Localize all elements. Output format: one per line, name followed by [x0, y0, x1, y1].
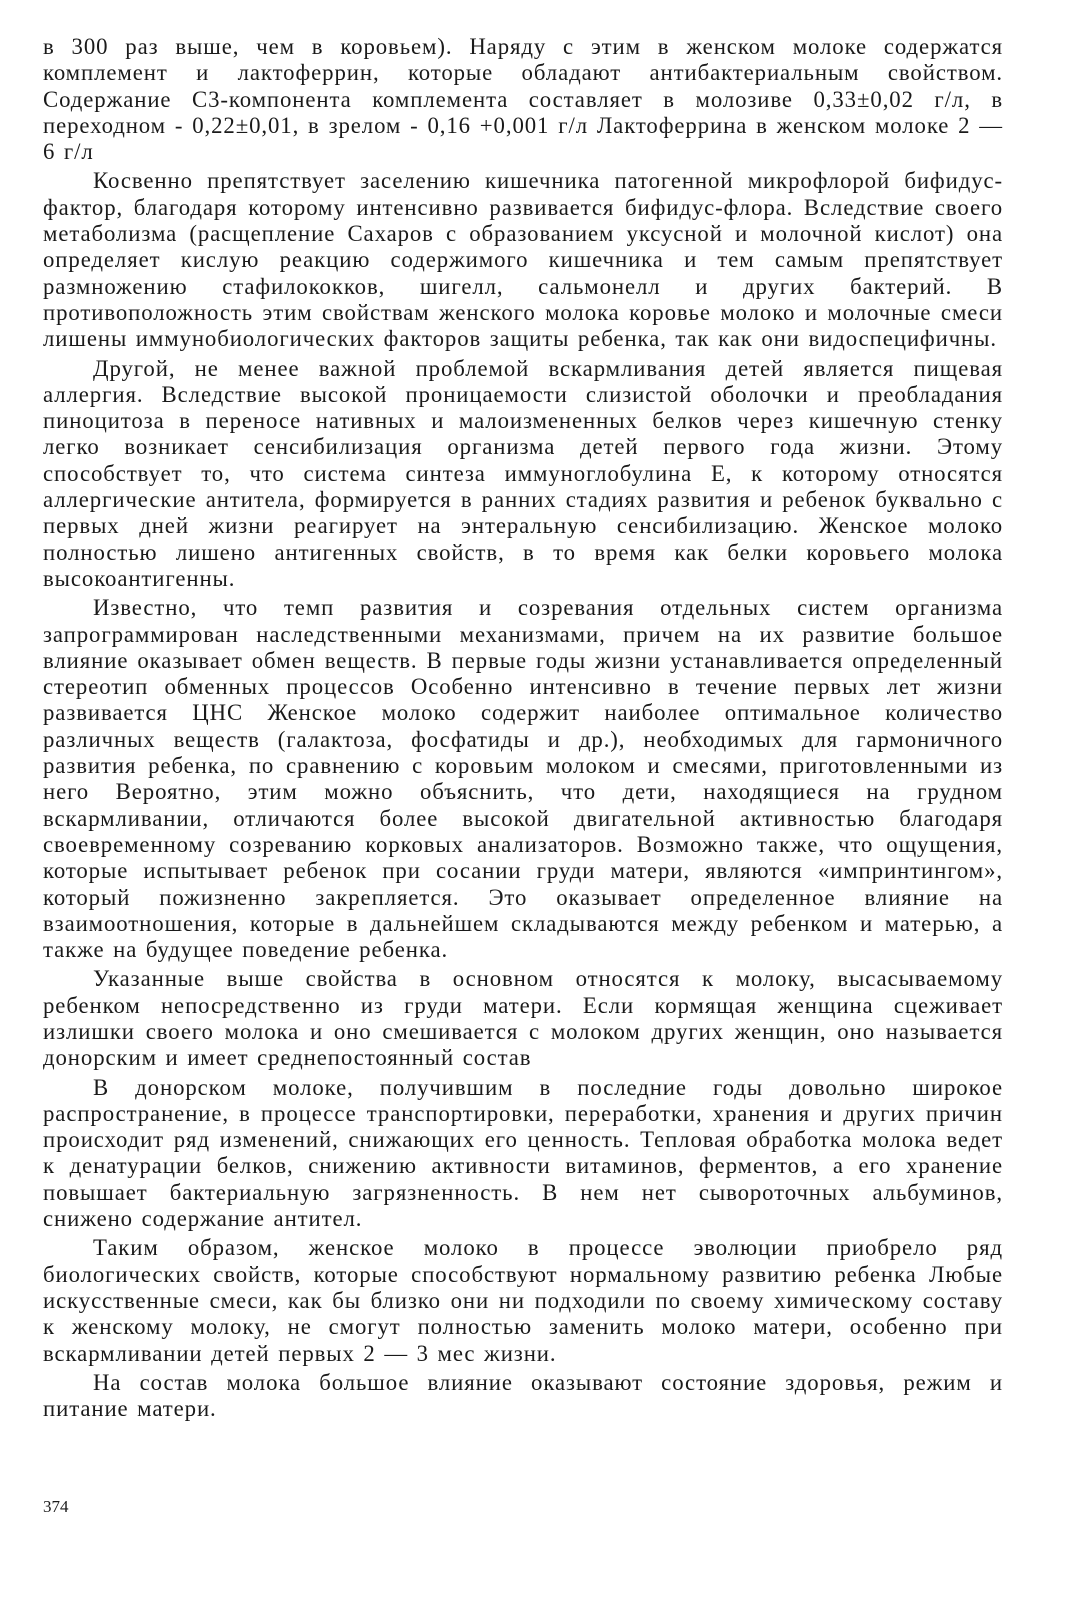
page-number: 374 [43, 1497, 69, 1516]
paragraph-development: Известно, что темп развития и созревания отдельных систем организма запрограммирован наследственными механизмами, причем на их развитие большое влияние оказывает обмен веществ. В первые годы жизни устанавливается определенный стереотип обменных процессов Особенно интенсивно в течение первых лет жизни развивается ЦНС Женское молоко содержит наиболее оптимальное количество различных веществ (галактоза, фосфатиды и др.), необходимых для гармоничного развития ребенка, по сравнению с коровьим молоком и смесями, приготовленными из него Вероятно, этим можно объяснить, что дети, находящиеся на грудном вскармливании, отличаются более высокой двигательной активностью благодаря своевременному созреванию корковых анализаторов. Возможно также, что ощущения, которые испытывает ребенок при сосании груди матери, являются «импринтингом», который пожизненно закрепляется. Это оказывает определенное влияние на взаимоотношения, которые в дальнейшем складываются между ребенком и матерью, а также на будущее поведение ребенка. [43, 595, 1003, 963]
paragraph-donor-milk-changes: В донорском молоке, получившим в последние годы довольно широкое распространение, в процессе транспортировки, переработки, хранения и других причин происходит ряд изменений, снижающих его ценность. Тепловая обработка молока ведет к денатурации белков, снижению активности витаминов, ферментов, а его хранение повышает бактериальную загрязненность. В нем нет сывороточных альбуминов, снижено содержание антител. [43, 1074, 1003, 1232]
paragraph-maternal-factors: На состав молока большое влияние оказывают состояние здоровья, режим и питание матери. [43, 1369, 1003, 1422]
paragraph-bifidus-factor: Косвенно препятствует заселению кишечника патогенной микрофлорой бифидус-фактор, благодаря которому интенсивно развивается бифидус-флора. Вследствие своего метаболизма (расщепление Сахаров с образованием уксусной и молочной кислот) она определяет кислую реакцию содержимого кишечника и тем самым препятствует размножению стафилококков, шигелл, сальмонелл и других бактерий. В противоположность этим свойствам женского молока коровье молоко и молочные смеси лишены иммунобиологических факторов защиты ребенка, так как они видоспецифичны. [43, 168, 1003, 352]
page-body [43, 34, 1003, 1425]
paragraph-donor-milk-definition: Указанные выше свойства в основном относятся к молоку, высасываемому ребенком непосредственно из груди матери. Если кормящая женщина сцеживает излишки своего молока и оно смешивается с молоком других женщин, оно называется донорским и имеет среднепостоянный состав [43, 966, 1003, 1071]
paragraph-continuation: в 300 раз выше, чем в коровьем). Наряду с этим в женском молоке содержатся комплемент и лактоферрин, которые обладают антибактериальным свойством. Содержание С3-компонента комплемента составляет в молозиве 0,33±0,02 г/л, в переходном - 0,22±0,01, в зрелом - 0,16 +0,001 г/л Лактоферрина в женском молоке 2 — 6 г/л [43, 34, 1003, 165]
paragraph-conclusion: Таким образом, женское молоко в процессе эволюции приобрело ряд биологических свойств, которые способствуют нормальному развитию ребенка Любые искусственные смеси, как бы близко они ни подходили по своему химическому составу к женскому молоку, не смогут полностью заменить молоко матери, особенно при вскармливании детей первых 2 — 3 мес жизни. [43, 1235, 1003, 1366]
paragraph-food-allergy: Другой, не менее важной проблемой вскармливания детей является пищевая аллергия. Вследствие высокой проницаемости слизистой оболочки и преобладания пиноцитоза в переносе нативных и малоизмененных белков через кишечную стенку легко возникает сенсибилизация организма детей первого года жизни. Этому способствует то, что система синтеза иммуноглобулина Е, к которому относятся аллергические антитела, формируется в ранних стадиях развития и ребенок буквально с первых дней жизни реагирует на энтеральную сенсибилизацию. Женское молоко полностью лишено антигенных свойств, в то время как белки коровьего молока высокоантигенны. [43, 355, 1003, 591]
